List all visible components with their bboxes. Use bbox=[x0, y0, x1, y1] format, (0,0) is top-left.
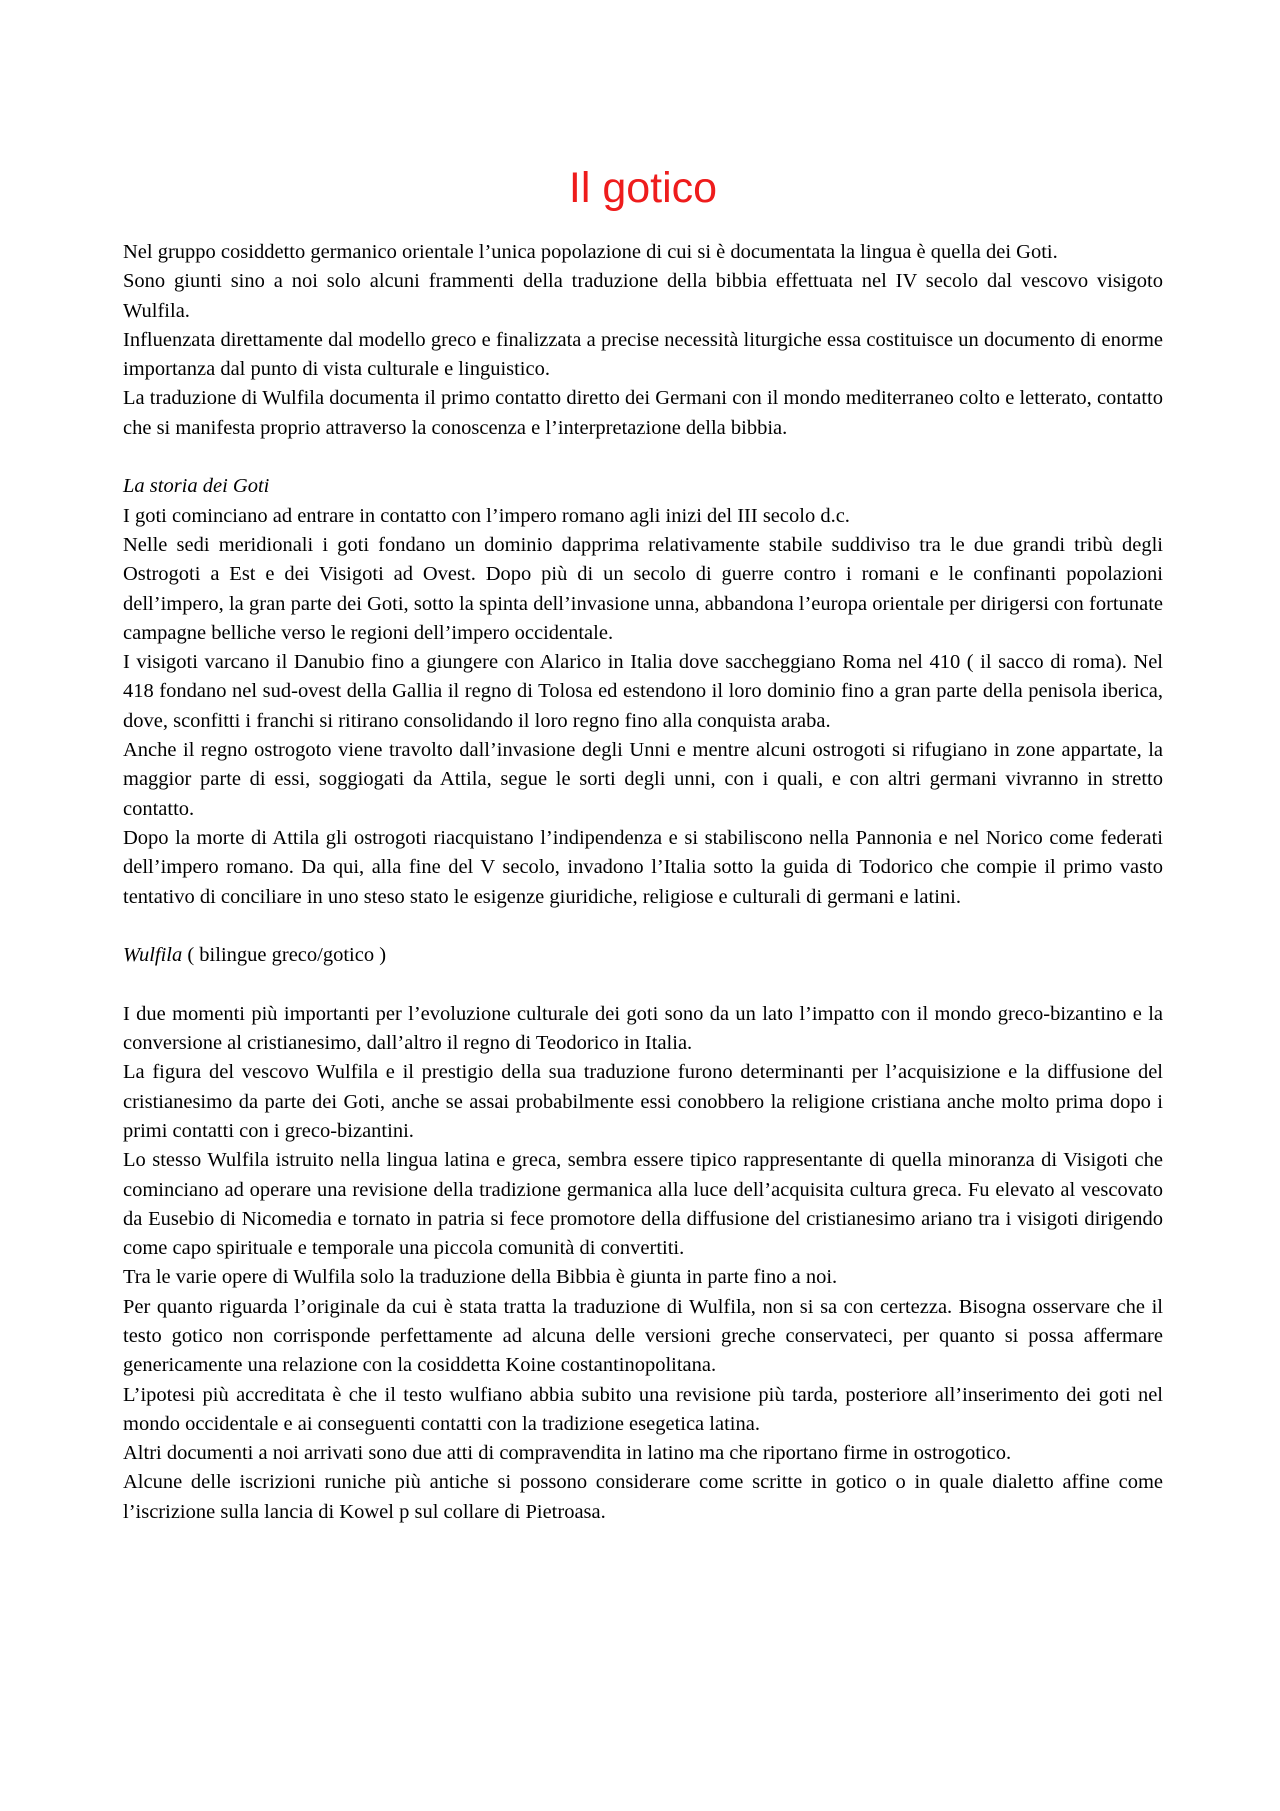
history-section bbox=[123, 472, 1163, 911]
paragraph: I visigoti varcano il Danubio fino a giungere con Alarico in Italia dove saccheggiano Roma nel 410 ( il sacco di roma). Nel 418 fondano nel sud-ovest della Gallia il regno di Tolosa ed estendono il loro dominio fino a gran parte della penisola iberica, dove, sconfitti i franchi si ritirano consolidando il loro regno fino alla conquista araba. bbox=[123, 651, 1163, 732]
section-heading-italic: Wulfila bbox=[123, 944, 183, 967]
paragraph: Influenzata direttamente dal modello greco e finalizzata a precise necessità liturgiche essa costituisce un documento di enorme importanza dal punto di vista culturale e linguistico. bbox=[123, 328, 1163, 381]
blank-line bbox=[123, 912, 1163, 941]
paragraph: L’ipotesi più accreditata è che il testo wulfiano abbia subito una revisione più tarda, posteriore all’inserimento dei goti nel mondo occidentale e ai conseguenti contatti con la tradizione esegetica latina. bbox=[123, 1383, 1163, 1435]
blank-line bbox=[123, 970, 1163, 999]
section-heading-text: La storia dei Goti bbox=[123, 475, 270, 498]
paragraph: Altri documenti a noi arrivati sono due atti di compravendita in latino ma che riportano firme in ostrogotico. bbox=[123, 1442, 1012, 1465]
section-heading-subtitle: ( bilingue greco/gotico ) bbox=[182, 944, 387, 967]
paragraph: Sono giunti sino a noi solo alcuni frammenti della traduzione della bibbia effettuata nel IV secolo dal vescovo visigoto Wulfila. bbox=[123, 270, 1163, 322]
paragraph: I due momenti più importanti per l’evoluzione culturale dei goti sono da un lato l’impatto con il mondo greco-bizantino e la conversione al cristianesimo, dall’altro il regno di Teodorico in Italia. bbox=[123, 1002, 1163, 1055]
blank-line bbox=[123, 443, 1163, 472]
page-title: Il gotico bbox=[568, 164, 718, 212]
paragraph: Dopo la morte di Attila gli ostrogoti riacquistano l’indipendenza e si stabiliscono nella Pannonia e nel Norico come federati dell’impero romano. Da qui, alla fine del V secolo, invadono l’Italia sotto la guida di Todorico che compie il primo vasto tentativo di conciliare in uno steso stato le esigenze giuridiche, religiose e culturali di germani e latini. bbox=[123, 826, 1163, 908]
paragraph: Tra le varie opere di Wulfila solo la traduzione della Bibbia è giunta in parte fino a noi. bbox=[123, 1266, 838, 1289]
wulfila-section bbox=[123, 941, 1163, 1527]
paragraph: Lo stesso Wulfila istruito nella lingua latina e greca, sembra essere tipico rappresentante di quella minoranza di Visigoti che cominciano ad operare una revisione della tradizione germanica alla luce dell’acquisita cultura greca. Fu elevato al vescovato da Eusebio di Nicomedia e tornato in patria si fece promotore della diffusione del cristianesimo ariano tra i visigoti dirigendo come capo spirituale e temporale una piccola comunità di convertiti. bbox=[123, 1149, 1163, 1260]
section-heading bbox=[123, 472, 1163, 501]
document-page bbox=[123, 158, 1163, 1527]
paragraph: La figura del vescovo Wulfila e il prestigio della sua traduzione furono determinanti per l’acquisizione e la diffusione del cristianesimo da parte dei Goti, anche se assai probabilmente essi conobbero la religione cristiana anche molto prima dopo i primi contatti con i greco-bizantini. bbox=[123, 1061, 1163, 1142]
section-heading bbox=[123, 941, 1163, 970]
paragraph: Nel gruppo cosiddetto germanico orientale l’unica popolazione di cui si è documentata la lingua è quella dei Goti. bbox=[123, 241, 1058, 263]
paragraph: Per quanto riguarda l’originale da cui è stata tratta la traduzione di Wulfila, non si sa con certezza. Bisogna osservare che il testo gotico non corrisponde perfettamente ad alcuna delle versioni greche conservateci, per quanto si possa affermare genericamente una relazione con la cosiddetta Koine costantinopolitana. bbox=[123, 1295, 1163, 1377]
paragraph: La traduzione di Wulfila documenta il primo contatto diretto dei Germani con il mondo mediterraneo colto e letterato, contatto che si manifesta proprio attraverso la conoscenza e l’interpretazione della bibbia. bbox=[123, 387, 1163, 439]
paragraph: Nelle sedi meridionali i goti fondano un dominio dapprima relativamente stabile suddiviso tra le due grandi tribù degli Ostrogoti a Est e dei Visigoti ad Ovest. Dopo più di un secolo di guerre contro i romani e le confinanti popolazioni dell’impero, la gran parte dei Goti, sotto la spinta dell’invasione unna, abbandona l’europa orientale per dirigersi con fortunate campagne belliche verso le regioni dell’impero occidentale. bbox=[123, 533, 1163, 644]
paragraph: I goti cominciano ad entrare in contatto con l’impero romano agli inizi del III secolo d.c. bbox=[123, 504, 850, 527]
intro-section bbox=[123, 238, 1163, 443]
paragraph: Alcune delle iscrizioni runiche più antiche si possono considerare come scritte in gotico o in quale dialetto affine come l’iscrizione sulla lancia di Kowel p sul collare di Pietroasa. bbox=[123, 1471, 1163, 1523]
paragraph: Anche il regno ostrogoto viene travolto dall’invasione degli Unni e mentre alcuni ostrogoti si rifugiano in zone appartate, la maggior parte di essi, soggiogati da Attila, segue le sorti degli unni, con i quali, e con altri germani vivranno in stretto contatto. bbox=[123, 739, 1163, 820]
